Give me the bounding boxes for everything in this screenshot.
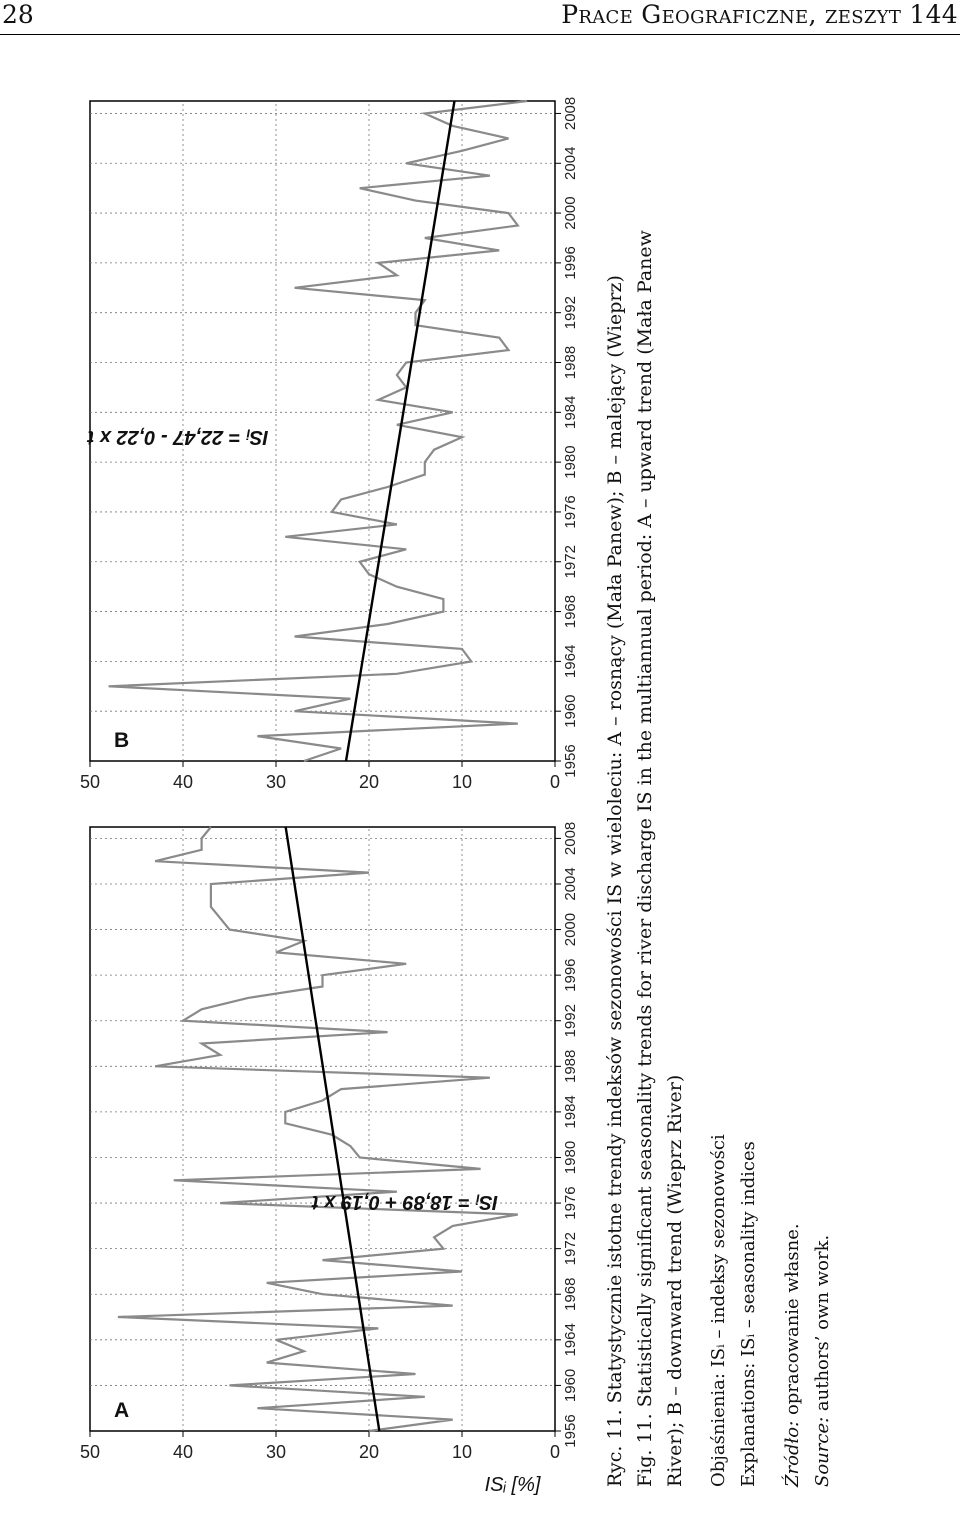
explanation-pl: Objaśnienia: ISᵢ – indeksy sezonowości [708,1134,729,1487]
panel-a-y-tick-label: 30 [265,1441,287,1462]
panel-a-group [80,822,579,1496]
panel-b-y-tick-label: 50 [79,771,101,792]
panel-a-series-line [118,827,518,1431]
figure-caption [600,17,838,1487]
source-pl-label: Źródło: [782,1420,803,1487]
panel-a-x-tick-label: 2004 [562,867,579,901]
journal-title: Prace Geograficzne, zeszyt 144 [561,0,958,29]
panel-a-y-tick-label: 50 [79,1441,101,1462]
panel-b-x-tick-label: 1980 [562,445,579,479]
panel-a-y-tick-label: 10 [451,1441,473,1462]
panel-a-x-tick-label: 1988 [562,1049,579,1084]
panel-b-y-tick-label: 20 [358,771,380,792]
panel-a-y-tick-label: 0 [549,1441,561,1462]
panel-b-x-tick-label: 2000 [562,196,579,230]
caption-en-line1: Fig. 11. Statistically significant seasonality trends for river discharge IS in the multiannual period: A – upward trend (Mała Panew [634,230,656,1487]
panel-b-x-tick-label: 1960 [562,694,579,728]
panel-b-x-tick-label: 1988 [562,345,579,380]
panel-a-trend-line [286,827,380,1431]
caption-pl: Ryc. 11. Statystycznie istotne trendy indeksów sezonowości IS w wieloleciu: A – rosnący (Mała Panew); B – malejący (Wieprz) [604,275,626,1487]
panel-b-x-tick-label: 1992 [562,296,579,330]
panel-b-equation: ISᵢ = 22,47 - 0,22 x t [87,426,269,448]
panel-b-x-tick-label: 1976 [562,495,579,529]
panel-b-y-tick-label: 30 [265,771,287,792]
panel-b-x-tick-label: 1964 [562,644,579,679]
caption-en-line2: River); B – downward trend (Wieprz River) [664,1074,686,1487]
panel-a-x-tick-label: 1976 [562,1186,579,1220]
panel-b-y-tick-label: 40 [172,771,194,792]
panel-a-label: A [114,1399,130,1422]
panel-a-y-axis-label: ISᵢ [%] [484,1474,541,1496]
panel-a-y-tick-label: 20 [358,1441,380,1462]
panel-b-label: B [114,729,130,752]
panel-a-x-tick-label: 1980 [562,1140,579,1175]
panel-a-x-tick-label: 1960 [562,1368,579,1403]
panel-a-equation: ISᵢ = 18,89 + 0,19 x t [312,1191,498,1213]
source-pl-text: opracowanie własne. [782,1223,803,1421]
panel-a-x-tick-label: 1968 [562,1277,579,1311]
panel-a-frame [90,827,555,1431]
panel-a-x-tick-label: 2008 [562,821,579,856]
panel-b-x-tick-label: 1996 [562,246,579,280]
panel-a-y-tick-label: 40 [172,1441,194,1462]
panel-b-x-tick-label: 1984 [562,395,579,430]
panel-a-x-tick-label: 1996 [562,958,579,992]
panel-b-y-tick-label: 10 [451,771,473,792]
panel-a-x-tick-label: 1964 [562,1323,579,1357]
source-en-text: authors’ own work. [812,1234,833,1417]
panel-b-y-tick-label: 0 [549,771,561,792]
explanation-en: Explanations: ISᵢ – seasonality indices [738,1141,759,1487]
panel-a-x-tick-label: 1992 [562,1004,579,1038]
source-pl [778,17,808,1487]
panel-b-x-tick-label: 1956 [562,744,579,778]
panel-b-group [80,97,579,792]
source-en [808,17,838,1487]
source-en-label: Source: [812,1416,833,1487]
panel-a-x-tick-label: 2000 [562,912,579,947]
panel-a-x-tick-label: 1956 [562,1414,579,1448]
page-number: 28 [2,0,34,29]
panel-b-x-tick-label: 2004 [562,146,579,180]
panel-b-trend-line [346,101,454,761]
panel-b-x-tick-label: 2008 [562,96,579,131]
panel-b-x-tick-label: 1968 [562,594,579,629]
panel-a-x-tick-label: 1984 [562,1095,579,1129]
panel-b-x-tick-label: 1972 [562,545,579,579]
panel-a-x-tick-label: 1972 [562,1231,579,1266]
